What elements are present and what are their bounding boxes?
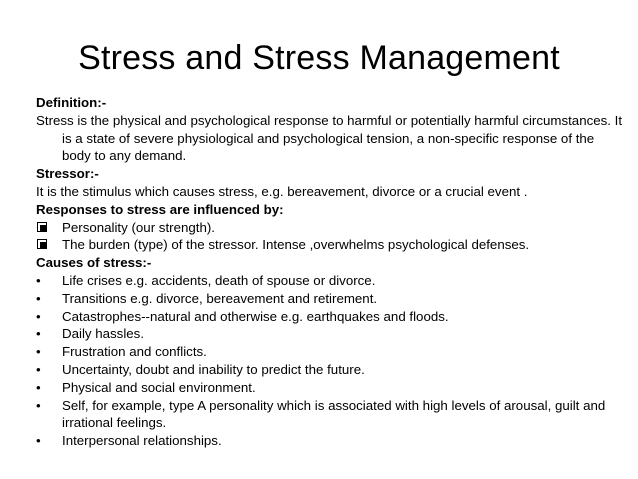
cause-item-text: Physical and social environment. bbox=[62, 379, 256, 395]
stressor-heading: Stressor:- bbox=[36, 166, 99, 182]
cause-item bbox=[36, 325, 626, 343]
response-item bbox=[36, 236, 626, 254]
cause-item bbox=[36, 432, 626, 450]
slide-body bbox=[36, 94, 626, 450]
cause-item-text: Transitions e.g. divorce, bereavement and retirement. bbox=[62, 290, 378, 306]
cause-item-text: Daily hassles. bbox=[62, 326, 145, 342]
cause-item-text: Uncertainty, doubt and inability to predict the future. bbox=[62, 361, 365, 377]
cause-item bbox=[36, 272, 626, 290]
cause-item-text: Self, for example, type A personality which is associated with high levels of arousal, guilt and irrational feelings. bbox=[62, 397, 606, 431]
checkbox-square-icon bbox=[37, 222, 47, 232]
cause-item-text: Life crises e.g. accidents, death of spouse or divorce. bbox=[62, 272, 376, 288]
definition-text: Stress is the physical and psychological response to harmful or potentially harmful circumstances. It is a state of severe physiological and psychological tension, a non-specific response of the body to any demand. bbox=[36, 112, 623, 164]
cause-item bbox=[36, 379, 626, 397]
bullet-icon: • bbox=[36, 379, 41, 395]
response-item bbox=[36, 219, 626, 237]
bullet-icon: • bbox=[36, 397, 41, 413]
checkbox-square-icon bbox=[37, 239, 47, 249]
stressor-text: It is the stimulus which causes stress, e.g. bereavement, divorce or a crucial event . bbox=[36, 183, 528, 199]
response-item-text: Personality (our strength). bbox=[62, 219, 215, 235]
definition-heading: Definition:- bbox=[36, 95, 107, 110]
cause-item bbox=[36, 361, 626, 379]
cause-item bbox=[36, 290, 626, 308]
bullet-icon: • bbox=[36, 361, 41, 377]
bullet-icon: • bbox=[36, 344, 41, 360]
cause-item bbox=[36, 343, 626, 361]
causes-heading: Causes of stress:- bbox=[36, 255, 152, 271]
cause-item bbox=[36, 397, 626, 433]
bullet-icon: • bbox=[36, 272, 41, 288]
responses-heading: Responses to stress are influenced by: bbox=[36, 201, 284, 217]
slide-title: Stress and Stress Management bbox=[78, 39, 560, 77]
cause-item bbox=[36, 308, 626, 326]
bullet-icon: • bbox=[36, 326, 41, 342]
response-item-text: The burden (type) of the stressor. Intense ,overwhelms psychological defenses. bbox=[62, 237, 530, 253]
cause-item-text: Catastrophes--natural and otherwise e.g. earthquakes and floods. bbox=[62, 308, 449, 324]
bullet-icon: • bbox=[36, 290, 41, 306]
bullet-icon: • bbox=[36, 308, 41, 324]
bullet-icon: • bbox=[36, 433, 41, 449]
cause-item-text: Interpersonal relationships. bbox=[62, 433, 222, 449]
cause-item-text: Frustration and conflicts. bbox=[62, 344, 207, 360]
